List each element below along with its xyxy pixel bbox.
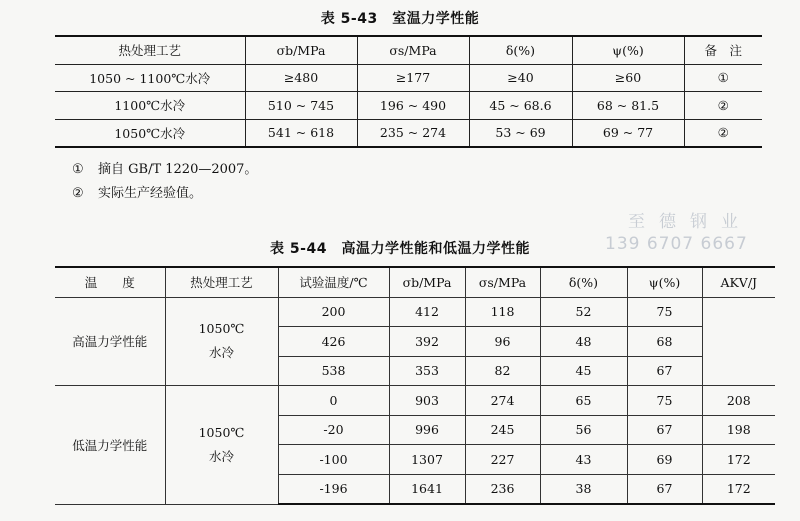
table-cell: 200	[278, 297, 389, 327]
process-temp: 1050℃	[198, 321, 245, 337]
table-cell: 38	[540, 474, 627, 504]
table-cell: 45	[540, 356, 627, 386]
footnote-marker: ①	[72, 162, 84, 177]
table-cell: 510 ~ 745	[245, 92, 357, 120]
process-method: 水冷	[208, 448, 234, 464]
footnotes	[72, 158, 257, 206]
table-cell: 235 ~ 274	[357, 119, 469, 147]
table-cell: 196 ~ 490	[357, 92, 469, 120]
table2-caption: 表 5-44 高温力学性能和低温力学性能	[270, 241, 530, 257]
table-cell: 1050 ~ 1100℃水冷	[55, 64, 245, 92]
table-cell: 75	[627, 386, 702, 416]
table-cell: 392	[389, 327, 465, 357]
table-cell: 172	[702, 445, 775, 475]
table-row	[55, 386, 775, 416]
table-cell: 69	[627, 445, 702, 475]
table-cell: 69 ~ 77	[572, 119, 684, 147]
table-cell: -20	[278, 415, 389, 445]
table-cell: 1100℃水冷	[55, 92, 245, 120]
table-cell: 198	[702, 415, 775, 445]
table-cell: 1050℃水冷	[55, 119, 245, 147]
table-cell: ①	[684, 64, 762, 92]
table-cell: 67	[627, 474, 702, 504]
header-cell: AKV/J	[702, 267, 775, 297]
table-cell: 75	[627, 297, 702, 327]
table-cell: -100	[278, 445, 389, 475]
table-cell: 903	[389, 386, 465, 416]
table-cell: ≥480	[245, 64, 357, 92]
table-cell	[702, 297, 775, 327]
table-cell: 245	[465, 415, 540, 445]
header-cell: σb/MPa	[389, 267, 465, 297]
table-cell: 172	[702, 474, 775, 504]
footnote	[72, 158, 257, 182]
header-cell: 热处理工艺	[165, 267, 278, 297]
header-cell: 备 注	[684, 36, 762, 64]
footnote-text: 实际生产经验值。	[98, 186, 203, 201]
table-cell: ≥177	[357, 64, 469, 92]
table1-caption: 表 5-43 室温力学性能	[320, 11, 480, 27]
table-cell: 82	[465, 356, 540, 386]
process-method: 水冷	[208, 345, 234, 361]
table-cell: 236	[465, 474, 540, 504]
table-cell: 0	[278, 386, 389, 416]
watermark-company: 至德钢业	[628, 212, 752, 232]
table-cell: 426	[278, 327, 389, 357]
header-cell: δ(%)	[540, 267, 627, 297]
table-cell: 353	[389, 356, 465, 386]
table-cell: 56	[540, 415, 627, 445]
table-cell: 67	[627, 415, 702, 445]
group-process	[165, 297, 278, 386]
process-temp: 1050℃	[198, 424, 245, 440]
header-cell: ψ(%)	[627, 267, 702, 297]
table-cell: ②	[684, 92, 762, 120]
table-cell: 43	[540, 445, 627, 475]
table-cell: -196	[278, 474, 389, 504]
table-row	[55, 119, 762, 147]
watermark-phone: 139 6707 6667	[605, 234, 748, 254]
table-cell: 48	[540, 327, 627, 357]
table-header-row	[55, 36, 762, 64]
group-process	[165, 386, 278, 505]
table-cell: 96	[465, 327, 540, 357]
table-cell: 53 ~ 69	[469, 119, 572, 147]
table-cell: 227	[465, 445, 540, 475]
table-row	[55, 92, 762, 120]
header-cell: δ(%)	[469, 36, 572, 64]
header-cell: 热处理工艺	[55, 36, 245, 64]
footnote-marker: ②	[72, 186, 84, 201]
table-row	[55, 64, 762, 92]
table-cell: 1641	[389, 474, 465, 504]
high-low-temp-properties-table	[55, 266, 775, 505]
group-label: 高温力学性能	[55, 297, 165, 386]
table-cell: 45 ~ 68.6	[469, 92, 572, 120]
table-cell: 996	[389, 415, 465, 445]
header-cell: 温 度	[55, 267, 165, 297]
table-cell: 274	[465, 386, 540, 416]
table-row	[55, 297, 775, 327]
group-label: 低温力学性能	[55, 386, 165, 505]
table-cell	[702, 356, 775, 386]
room-temp-properties-table	[55, 35, 762, 148]
header-cell: σs/MPa	[465, 267, 540, 297]
header-cell: ψ(%)	[572, 36, 684, 64]
header-cell: σb/MPa	[245, 36, 357, 64]
table-cell: 541 ~ 618	[245, 119, 357, 147]
table-cell: 538	[278, 356, 389, 386]
table-cell: 68	[627, 327, 702, 357]
header-cell: σs/MPa	[357, 36, 469, 64]
table-cell: 412	[389, 297, 465, 327]
table-cell: ≥40	[469, 64, 572, 92]
table-header-row	[55, 267, 775, 297]
table-cell: 118	[465, 297, 540, 327]
table-cell: 67	[627, 356, 702, 386]
footnote-text: 摘自 GB/T 1220—2007。	[98, 162, 258, 177]
table-cell: ≥60	[572, 64, 684, 92]
table-cell: 1307	[389, 445, 465, 475]
header-cell: 试验温度/℃	[278, 267, 389, 297]
table-cell: 208	[702, 386, 775, 416]
table-cell: ②	[684, 119, 762, 147]
table-cell	[702, 327, 775, 357]
footnote	[72, 182, 257, 206]
table-cell: 68 ~ 81.5	[572, 92, 684, 120]
table-cell: 52	[540, 297, 627, 327]
table-cell: 65	[540, 386, 627, 416]
